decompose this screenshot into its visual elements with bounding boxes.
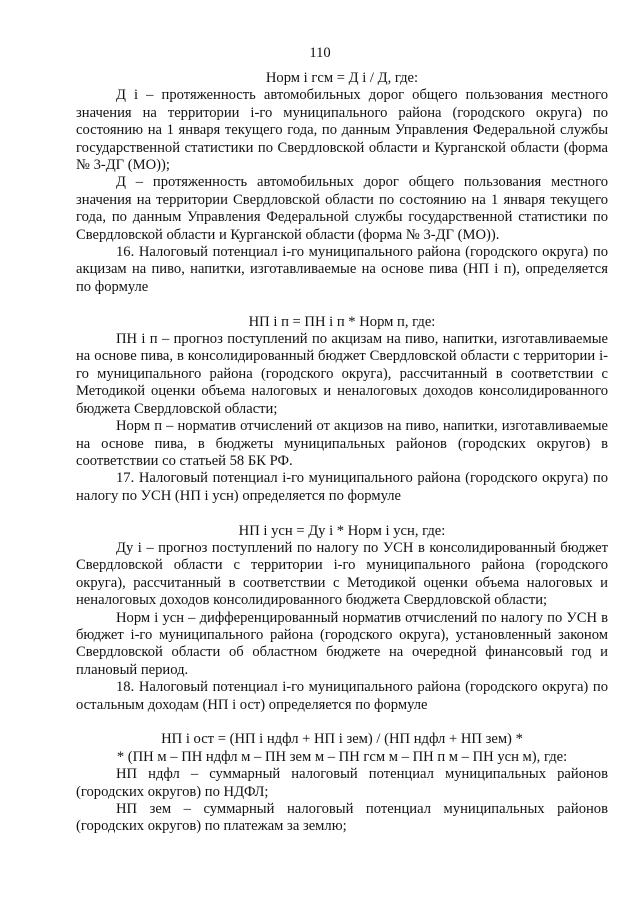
section-18-heading: 18. Налоговый потенциал i-го муниципального района (городского округа) по остальным доходам (НП i ост) определяется по формуле (76, 679, 608, 713)
document-body (76, 70, 608, 836)
section-16-heading: 16. Налоговый потенциал i-го муниципального района (городского округа) по акцизам на пиво, напитки, изготавливаемые на основе пива (НП i п), определяется по формуле (76, 244, 608, 295)
formula-norm-gsm: Норм i гсм = Д i / Д, где: (265, 70, 419, 86)
definition-norm-usn: Норм i усн – дифференцированный норматив отчислений по налогу по УСН в бюджет i-го муниципального района (городского округа), установленный законом Свердловской области об областном бюджете на очередной финансовый год и плановый период. (76, 609, 608, 678)
definition-pn-beer: ПН i п – прогноз поступлений по акцизам на пиво, напитки, изготавливаемые на основе пива, в консолидированный бюджет Свердловской области с территории i-го муниципального района (городского округа), рассчитанный в соответствии с Методикой оценки объема налоговых и неналоговых доходов консолидированного бюджета Свердловской области; (76, 331, 608, 417)
definition-du-i: Ду i – прогноз поступлений по налогу по УСН в консолидированный бюджет Свердловской области с территории i-го муниципального района (городского округа), рассчитанный в соответствии с Методикой оценки объема налоговых и неналоговых доходов консолидированного бюджета Свердловской области; (76, 539, 608, 609)
definition-d: Д – протяженность автомобильных дорог общего пользования местного значения на территории Свердловской области по состоянию на 1 января текущего года, по данным Управления Федеральной службы государственной статистики по Свердловской области и Курганской области (форма № 3-ДГ (МО)). (76, 174, 608, 243)
formula-np-other-line2: * (ПН м – ПН ндфл м – ПН зем м – ПН гсм м – ПН п м – ПН усн м), где: (116, 748, 568, 765)
formula-np-beer: НП i п = ПН i п * Норм п, где: (248, 313, 436, 330)
definition-norm-beer: Норм п – норматив отчислений от акцизов на пиво, напитки, изготавливаемые на основе пива, в бюджеты муниципальных районов (городских округов) в соответствии со статьей 58 БК РФ. (76, 418, 608, 469)
definition-np-ndfl: НП ндфл – суммарный налоговый потенциал муниципальных районов (городских округов) по НДФЛ; (76, 766, 608, 800)
section-17-heading: 17. Налоговый потенциал i-го муниципального района (городского округа) по налогу по УСН (НП i усн) определяется по формуле (76, 470, 608, 504)
formula-np-usn: НП i усн = Ду i * Норм i усн, где: (238, 522, 446, 539)
formula-np-other-line1: НП i ост = (НП i ндфл + НП i зем) / (НП ндфл + НП зем) * (161, 731, 523, 748)
definition-np-zem: НП зем – суммарный налоговый потенциал муниципальных районов (городских округов) по платежам за землю; (76, 801, 608, 835)
page-number: 110 (309, 45, 331, 61)
definition-d-i: Д i – протяженность автомобильных дорог общего пользования местного значения на территории i-го муниципального района (городского округа) по состоянию на 1 января текущего года, по данным Управления Федеральной службы государственной статистики по Свердловской области и Курганской области (форма № 3-ДГ (МО)); (76, 87, 608, 174)
